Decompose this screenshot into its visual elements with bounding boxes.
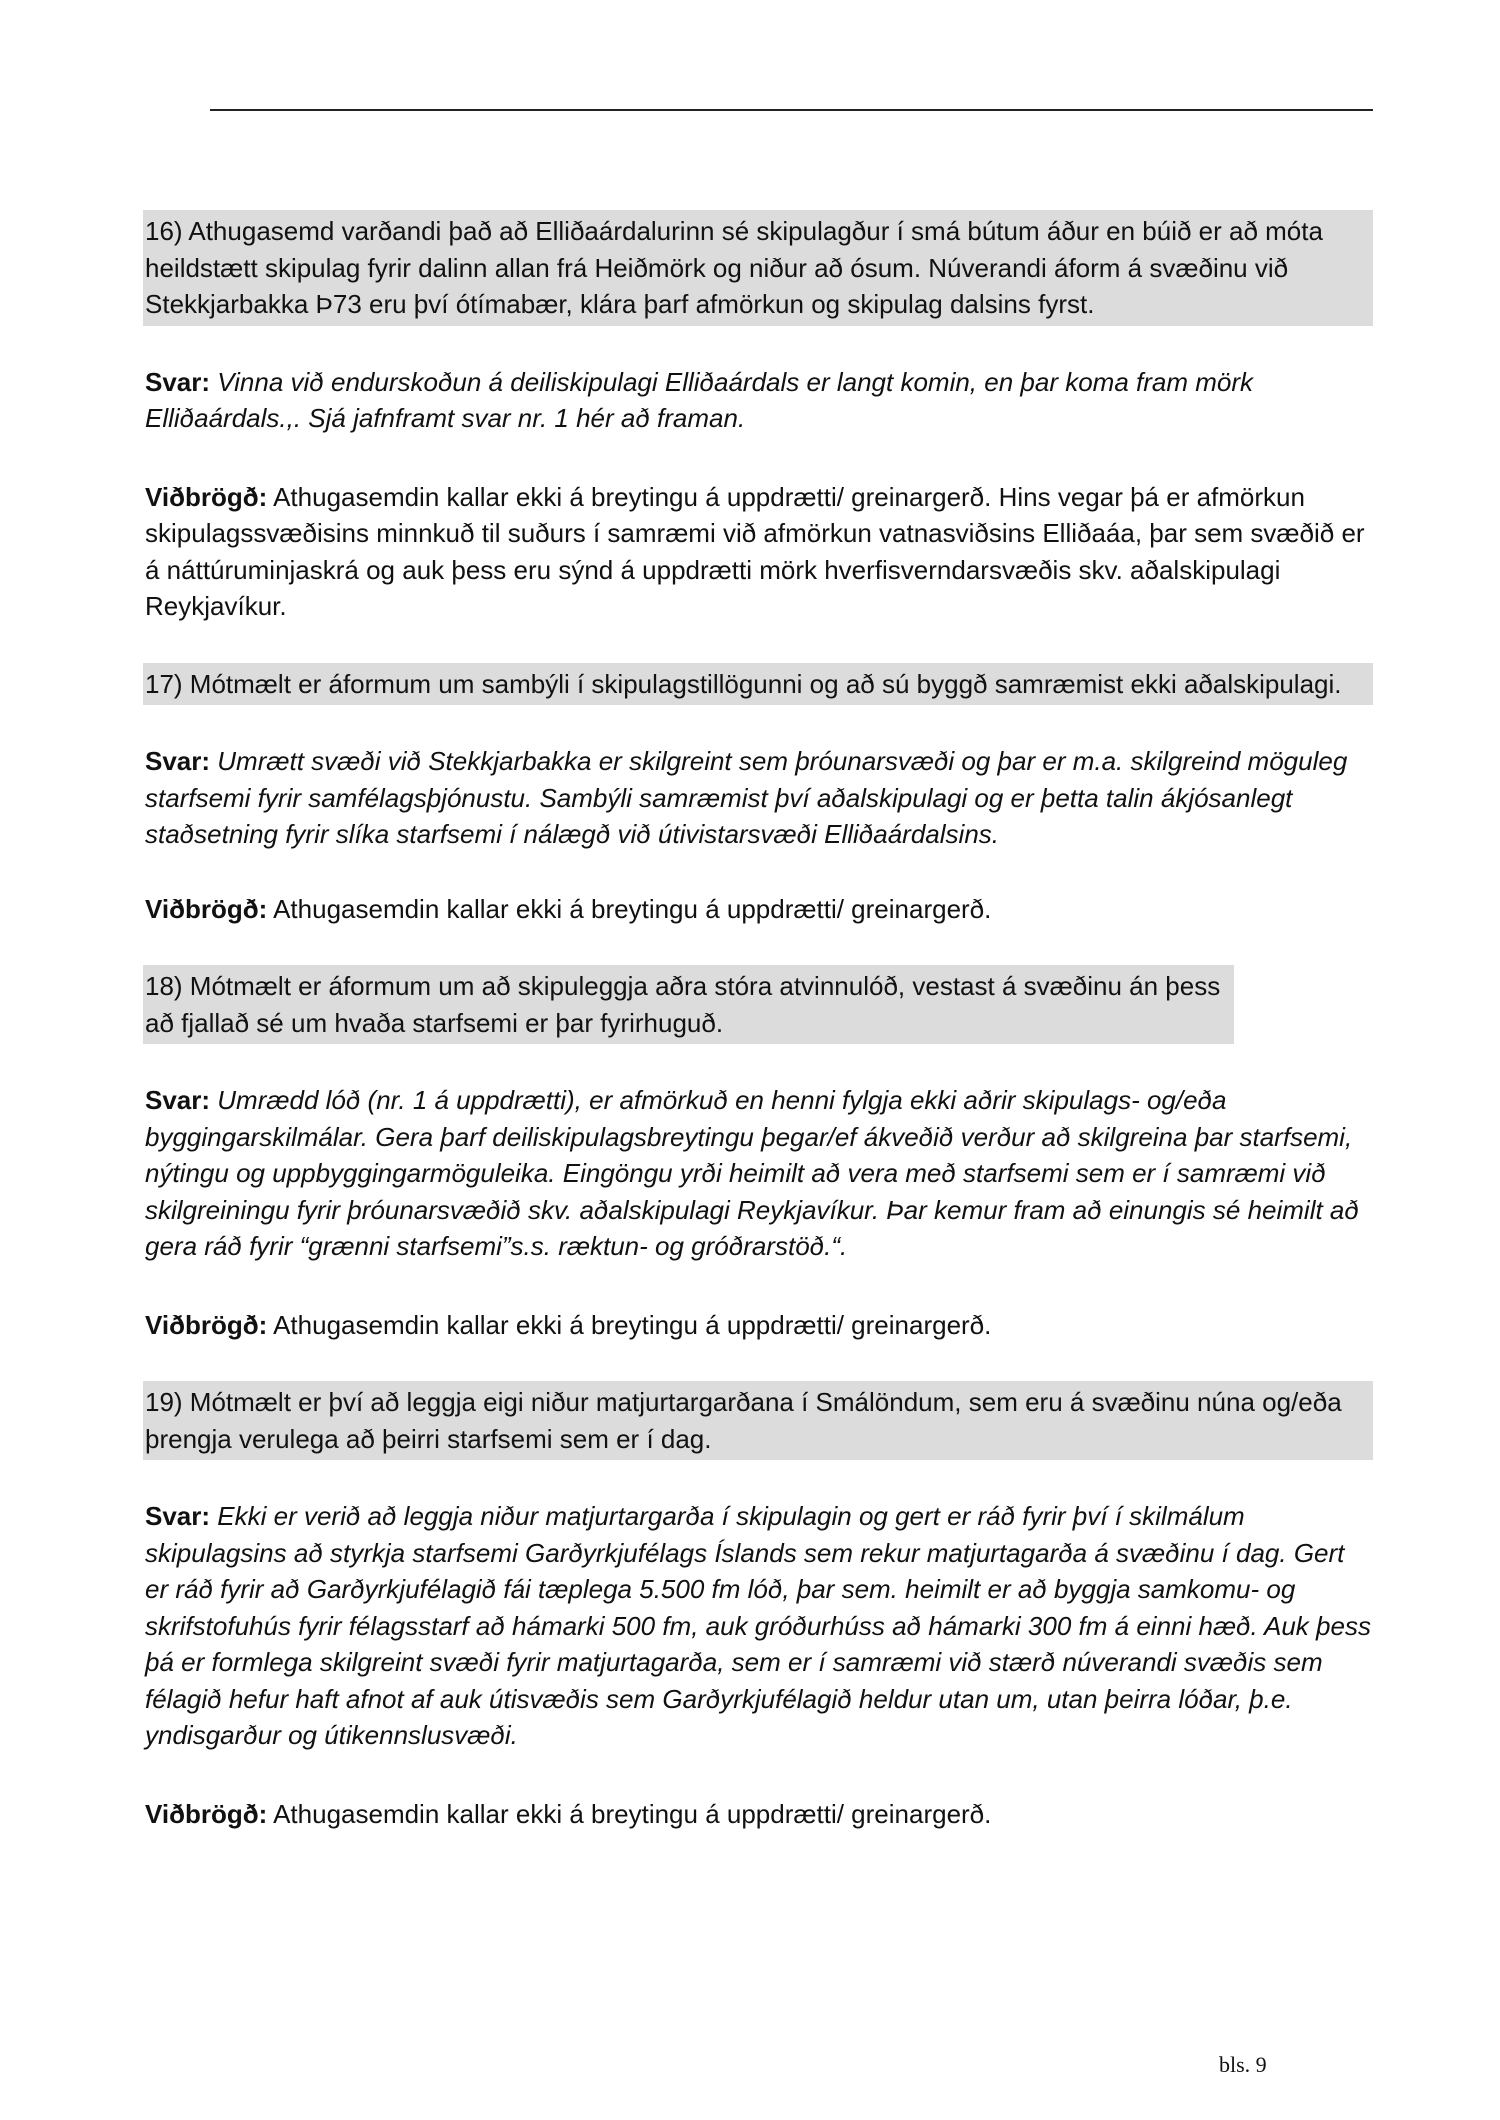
page-number: bls. 9 [1219, 2052, 1267, 2077]
response-text: Athugasemdin kallar ekki á breytingu á uppdrætti/ greinargerð. [273, 1309, 992, 1340]
response-17 [143, 891, 1373, 928]
comment-16: 16) Athugasemd varðandi það að Elliðaárdalurinn sé skipulagður í smá bútum áður en búið er að móta heildstætt skipulag fyrir dalinn allan frá Heiðmörk og niður að ósum. Núverandi áform á svæðinu við Stekkjarbakka Þ73 eru því ótímabær, klára þarf afmörkun og skipulag dalsins fyrst. [143, 210, 1373, 326]
response-16 [143, 479, 1373, 625]
response-label: Viðbrögð: [145, 1798, 268, 1829]
comment-18: 18) Mótmælt er áformum um að skipuleggja aðra stóra atvinnulóð, vestast á svæðinu án þess að fjallað sé um hvaða starfsemi er þar fyrirhuguð. [143, 965, 1234, 1044]
comment-19: 19) Mótmælt er því að leggja eigi niður matjurtargarðana í Smálöndum, sem eru á svæðinu núna og/eða þrengja verulega að þeirri starfsemi sem er í dag. [143, 1381, 1373, 1460]
answer-text: Ekki er verið að leggja niður matjurtargarða í skipulagin og gert er ráð fyrir því í skilmálum skipulagsins að styrkja starfsemi Garðyrkjufélags Íslands sem rekur matjurtagarða á svæðinu í dag. Gert er ráð fyrir að Garðyrkjufélagið fái tæplega 5.500 fm lóð, þar sem. heimilt er að byggja samkomu- og skrifstofuhús fyrir félagsstarf að hámarki 500 fm, auk gróðurhúss að hámarki 300 fm á einni hæð. Auk þess þá er formlega skilgreint svæði fyrir matjurtagarða, sem er í samræmi við stærð núverandi svæðis sem félagið hefur haft afnot af auk útisvæðis sem Garðyrkjufélagið heldur utan um, utan þeirra lóðar, þ.e. yndisgarður og útikennslusvæði. [145, 1501, 1371, 1750]
answer-18 [143, 1082, 1373, 1265]
answer-16 [143, 364, 1373, 437]
response-text: Athugasemdin kallar ekki á breytingu á uppdrætti/ greinargerð. [273, 893, 992, 924]
response-label: Viðbrögð: [145, 481, 268, 512]
answer-19 [143, 1498, 1373, 1754]
response-label: Viðbrögð: [145, 893, 268, 924]
header-rule [210, 109, 1373, 111]
answer-label: Svar: [145, 1501, 211, 1531]
answer-text: Umrædd lóð (nr. 1 á uppdrætti), er afmörkuð en henni fylgja ekki aðrir skipulags- og/eða byggingarskilmálar. Gera þarf deiliskipulagsbreytingu þegar/ef ákveðið verður að skilgreina þar starfsemi, nýtingu og uppbyggingarmöguleika. Eingöngu yrði heimilt að vera með starfsemi sem er í samræmi við skilgreiningu fyrir þróunarsvæðið skv. aðalskipulagi Reykjavíkur. Þar kemur fram að einungis sé heimilt að gera ráð fyrir “grænni starfsemi”s.s. ræktun- og gróðrarstöð.“. [145, 1085, 1359, 1261]
comment-17: 17) Mótmælt er áformum um sambýli í skipulagstillögunni og að sú byggð samræmist ekki aðalskipulagi. [143, 663, 1373, 706]
answer-17 [143, 743, 1373, 853]
answer-label: Svar: [145, 746, 211, 776]
response-text: Athugasemdin kallar ekki á breytingu á uppdrætti/ greinargerð. Hins vegar þá er afmörkun skipulagssvæðisins minnkuð til suðurs í samræmi við afmörkun vatnasviðsins Elliðaáa, þar sem svæðið er á náttúruminjaskrá og auk þess eru sýnd á uppdrætti mörk hverfisverndarsvæðis skv. aðalskipulagi Reykjavíkur. [145, 481, 1365, 621]
answer-label: Svar: [145, 366, 211, 397]
response-18 [143, 1307, 1373, 1344]
response-19 [143, 1796, 1373, 1833]
response-text: Athugasemdin kallar ekki á breytingu á uppdrætti/ greinargerð. [273, 1798, 992, 1829]
response-label: Viðbrögð: [145, 1309, 268, 1340]
answer-text: Umrætt svæði við Stekkjarbakka er skilgreint sem þróunarsvæði og þar er m.a. skilgreind möguleg starfsemi fyrir samfélagsþjónustu. Sambýli samræmist því aðalskipulagi og er þetta talin ákjósanlegt staðsetning fyrir slíka starfsemi í nálægð við útivistarsvæði Elliðaárdalsins. [145, 746, 1348, 849]
answer-label: Svar: [145, 1085, 211, 1115]
answer-text: Vinna við endurskoðun á deiliskipulagi Elliðaárdals er langt komin, en þar koma fram mörk Elliðaárdals.,. Sjá jafnframt svar nr. 1 hér að framan. [145, 366, 1254, 433]
document-body [143, 210, 1373, 1832]
